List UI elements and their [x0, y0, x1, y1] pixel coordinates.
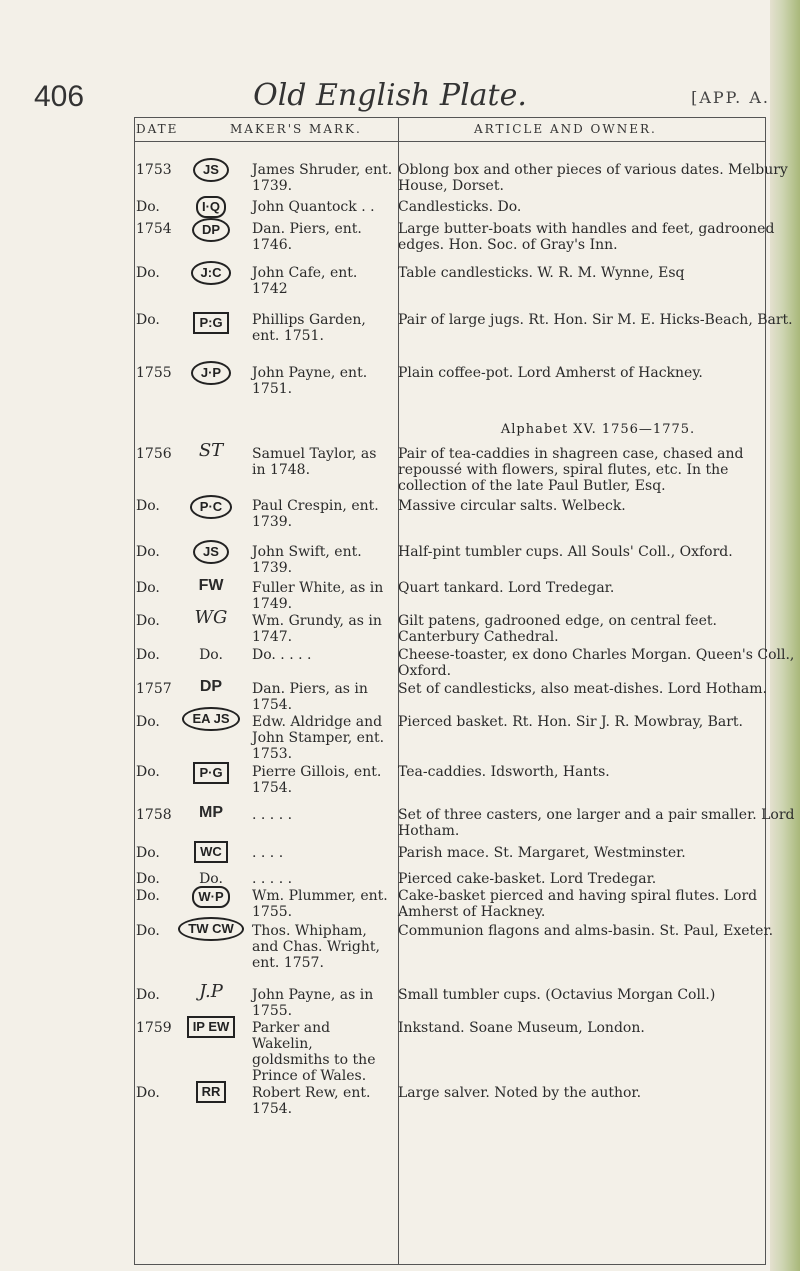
- maker: Wm. Grundy, as in 1747.: [252, 613, 382, 645]
- article: Half-pint tumbler cups. All Souls' Coll., Oxford.: [398, 544, 733, 560]
- maker: . . . .: [252, 845, 284, 861]
- page-title: Old English Plate.: [253, 78, 527, 113]
- article: Pair of large jugs. Rt. Hon. Sir M. E. Hicks-Beach, Bart.: [398, 312, 793, 328]
- article: Set of candlesticks, also meat-dishes. Lord Hotham.: [398, 681, 767, 697]
- maker-mark-iq: I·Q: [176, 196, 246, 218]
- date: Do.: [136, 647, 160, 663]
- maker: James Shruder, ent. 1739.: [252, 162, 393, 194]
- maker-mark-pc: P·C: [176, 495, 246, 519]
- maker-mark-mp: MP: [199, 804, 223, 821]
- maker-mark-dp: DP: [199, 678, 223, 695]
- date: Do.: [136, 1085, 160, 1101]
- article: Massive circular salts. Welbeck.: [398, 498, 626, 514]
- maker-mark-wg: WG: [194, 607, 228, 628]
- maker: Phillips Garden, ent. 1751.: [252, 312, 366, 344]
- article: Inkstand. Soane Museum, London.: [398, 1020, 645, 1036]
- maker-mark-dp: DP: [176, 218, 246, 242]
- maker: Samuel Taylor, as in 1748.: [252, 446, 377, 478]
- article: Cheese-toaster, ex dono Charles Morgan. Queen's Coll., Oxford.: [398, 647, 795, 679]
- article: Tea-caddies. Idsworth, Hants.: [398, 764, 610, 780]
- maker-mark-jp: J·P: [176, 361, 246, 385]
- maker: Fuller White, as in 1749.: [252, 580, 384, 612]
- maker: Thos. Whipham, and Chas. Wright, ent. 1757.: [252, 923, 380, 971]
- article: Table candlesticks. W. R. M. Wynne, Esq: [398, 265, 685, 281]
- maker-mark-jp: J.P: [199, 981, 223, 1002]
- date: 1754: [136, 221, 172, 237]
- rule: [134, 141, 766, 142]
- date: 1755: [136, 365, 172, 381]
- maker: John Quantock . .: [252, 199, 375, 215]
- article: Pair of tea-caddies in shagreen case, chased and repoussé with flowers, spiral flutes, etc. In the collection of the late Paul Butler, Esq.: [398, 446, 744, 494]
- maker: John Swift, ent. 1739.: [252, 544, 362, 576]
- maker-mark-wc: WC: [176, 841, 246, 863]
- maker-mark-js: JS: [176, 540, 246, 564]
- article: Plain coffee-pot. Lord Amherst of Hackney.: [398, 365, 703, 381]
- article: Pierced basket. Rt. Hon. Sir J. R. Mowbray, Bart.: [398, 714, 744, 730]
- maker: Wm. Plummer, ent. 1755.: [252, 888, 388, 920]
- appendix-ref: [APP. A.: [691, 88, 770, 107]
- column-header-date: DATE: [136, 122, 179, 136]
- rule: [134, 117, 766, 118]
- date: 1757: [136, 681, 172, 697]
- maker: Paul Crespin, ent. 1739.: [252, 498, 379, 530]
- column-header-mark: MAKER'S MARK.: [230, 122, 362, 136]
- date: 1759: [136, 1020, 172, 1036]
- article: Cake-basket pierced and having spiral flutes. Lord Amherst of Hackney.: [398, 888, 758, 920]
- maker-mark-rr: RR: [176, 1081, 246, 1103]
- maker: . . . . .: [252, 807, 293, 823]
- maker: John Payne, as in 1755.: [252, 987, 374, 1019]
- article: Quart tankard. Lord Tredegar.: [398, 580, 615, 596]
- date: Do.: [136, 199, 160, 215]
- date: Do.: [136, 265, 160, 281]
- page-header: [0, 80, 780, 120]
- article: Large butter-boats with handles and feet, gadrooned edges. Hon. Soc. of Gray's Inn.: [398, 221, 775, 253]
- maker-mark-js: JS: [176, 158, 246, 182]
- date: Do.: [136, 714, 160, 730]
- article: Large salver. Noted by the author.: [398, 1085, 642, 1101]
- date: Do.: [136, 871, 160, 887]
- date: Do.: [136, 498, 160, 514]
- article: Parish mace. St. Margaret, Westminster.: [398, 845, 686, 861]
- maker: Edw. Aldridge and John Stamper, ent. 1753.: [252, 714, 385, 762]
- article: Gilt patens, gadrooned edge, on central feet. Canterbury Cathedral.: [398, 613, 717, 645]
- article: Set of three casters, one larger and a pair smaller. Lord Hotham.: [398, 807, 795, 839]
- date: Do.: [136, 987, 160, 1003]
- article: Communion flagons and alms-basin. St. Paul, Exeter.: [398, 923, 774, 939]
- maker-mark-do: Do.: [199, 647, 223, 663]
- maker: Parker and Wakelin, goldsmiths to the Prince of Wales.: [252, 1020, 376, 1084]
- maker-mark-pg: P:G: [176, 312, 246, 334]
- article: Candlesticks. Do.: [398, 199, 522, 215]
- maker: Robert Rew, ent. 1754.: [252, 1085, 371, 1117]
- date: 1758: [136, 807, 172, 823]
- hallmark-table: [134, 117, 795, 1265]
- date: Do.: [136, 845, 160, 861]
- alphabet-heading: Alphabet XV. 1756—1775.: [500, 422, 696, 437]
- date: 1756: [136, 446, 172, 462]
- rule: [134, 117, 135, 1265]
- date: Do.: [136, 888, 160, 904]
- rule: [134, 1264, 766, 1265]
- maker-mark-st: ST: [198, 440, 224, 461]
- date: Do.: [136, 764, 160, 780]
- date: Do.: [136, 544, 160, 560]
- maker: Dan. Piers, as in 1754.: [252, 681, 368, 713]
- maker-mark-pg: P·G: [176, 762, 246, 784]
- date: 1753: [136, 162, 172, 178]
- maker: . . . . .: [252, 871, 293, 887]
- date: Do.: [136, 613, 160, 629]
- maker-mark-wp: W·P: [176, 886, 246, 908]
- article: Pierced cake-basket. Lord Tredegar.: [398, 871, 657, 887]
- maker-mark-do: Do.: [199, 871, 223, 887]
- maker-mark-tw-cw: TW CW: [176, 917, 246, 941]
- maker-mark-fw: FW: [198, 577, 224, 594]
- maker: Pierre Gillois, ent. 1754.: [252, 764, 382, 796]
- article: Oblong box and other pieces of various dates. Melbury House, Dorset.: [398, 162, 788, 194]
- maker: Dan. Piers, ent. 1746.: [252, 221, 362, 253]
- maker-mark-ip-ew: IP EW: [176, 1016, 246, 1038]
- page-number: 406: [34, 80, 85, 113]
- maker: Do. . . . .: [252, 647, 312, 663]
- maker-mark-ea-js: EA JS: [176, 707, 246, 731]
- date: Do.: [136, 312, 160, 328]
- maker-mark-jc: J:C: [176, 261, 246, 285]
- maker: John Cafe, ent. 1742: [252, 265, 358, 297]
- column-header-article: ARTICLE AND OWNER.: [474, 122, 657, 136]
- article: Small tumbler cups. (Octavius Morgan Coll.): [398, 987, 716, 1003]
- date: Do.: [136, 923, 160, 939]
- maker: John Payne, ent. 1751.: [252, 365, 368, 397]
- date: Do.: [136, 580, 160, 596]
